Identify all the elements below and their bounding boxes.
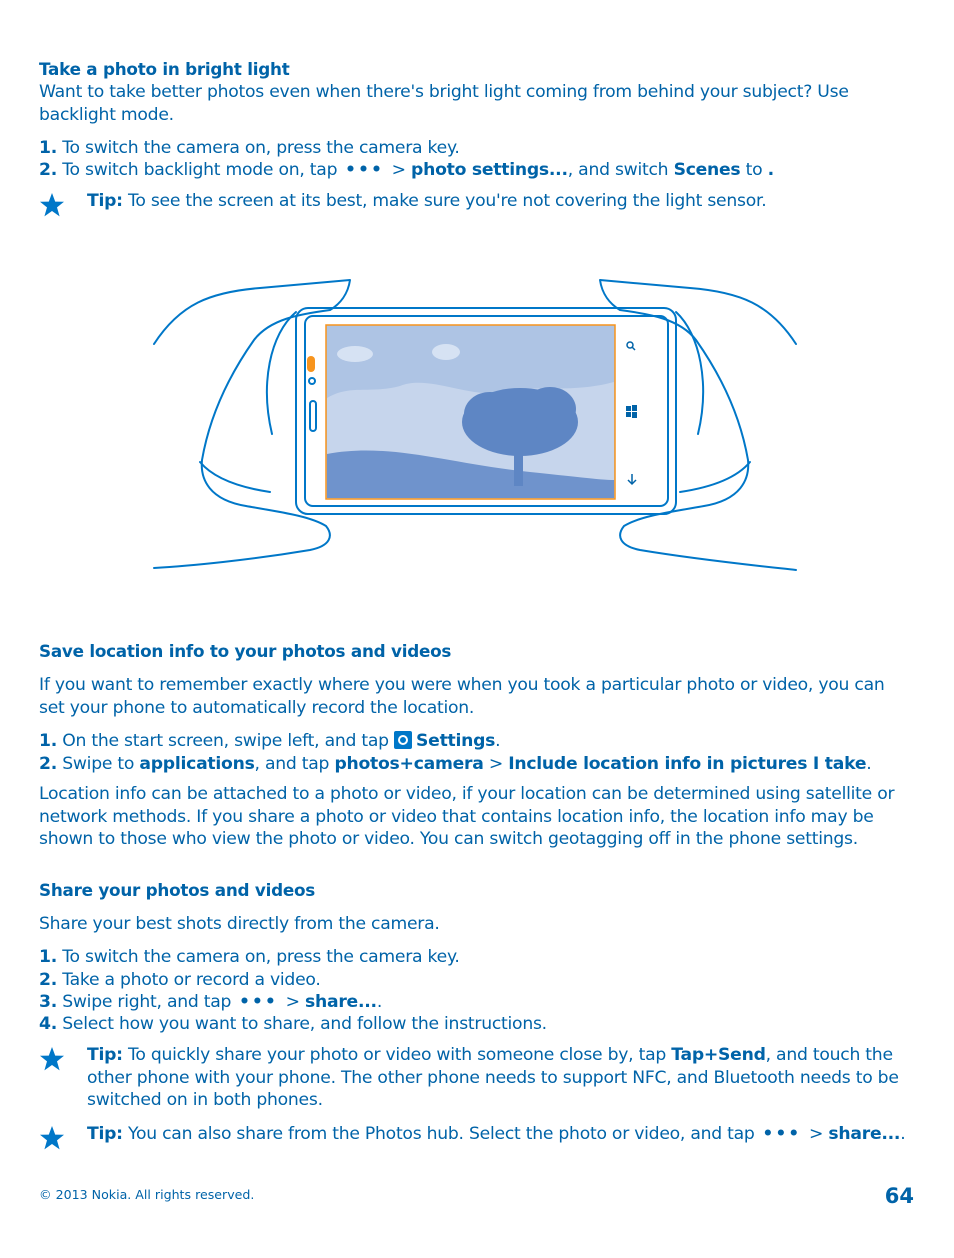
tip-text: To see the screen at its best, make sure you're not covering the light sensor. (128, 191, 767, 211)
step-text: , and tap (254, 754, 330, 774)
settings-icon (394, 731, 412, 749)
step-number: 4. (39, 1014, 57, 1034)
intro-share-photos: Share your best shots directly from the camera. (39, 914, 440, 934)
settings-label: Settings (416, 731, 496, 751)
more-icon: ••• (344, 160, 384, 180)
step-2 (39, 969, 915, 992)
step-text: To switch the camera on, press the camera key. (62, 138, 460, 158)
heading-bright-light: Take a photo in bright light (39, 59, 290, 79)
step-text: Swipe to (62, 754, 135, 774)
intro-location-info: If you want to remember exactly where you were when you took a particular photo or video, you can set your phone to automatically record the location. (39, 675, 885, 718)
tip-label: Tip: (87, 191, 123, 211)
page-number: 64 (884, 1184, 914, 1208)
step-number: 1. (39, 731, 57, 751)
step-number: 2. (39, 160, 57, 180)
step-text: Select how you want to share, and follow the instructions. (62, 1014, 547, 1034)
step-text: To switch backlight mode on, tap (62, 160, 338, 180)
tip-text: To quickly share your photo or video with someone close by, tap (128, 1045, 667, 1065)
step-3 (39, 991, 915, 1014)
step-end: . (376, 992, 383, 1012)
step-end: . (767, 160, 774, 180)
tip-text: You can also share from the Photos hub. Select the photo or video, and tap (128, 1124, 755, 1144)
step-4 (39, 1013, 915, 1036)
heading-location-info: Save location info to your photos and videos (39, 641, 452, 661)
step-text: Take a photo or record a video. (62, 970, 321, 990)
star-icon (39, 1046, 65, 1072)
tip-light-sensor (87, 190, 915, 213)
step-number: 2. (39, 754, 57, 774)
tip-end: . (900, 1124, 906, 1144)
step-text: On the start screen, swipe left, and tap (62, 731, 389, 751)
intro-bright-light: Want to take better photos even when there's bright light coming from behind your subject? Use backlight mode. (39, 82, 849, 125)
scenes-label: Scenes (673, 160, 741, 180)
step-number: 1. (39, 138, 57, 158)
step-text: To switch the camera on, press the camera key. (62, 947, 460, 967)
more-icon: ••• (238, 992, 278, 1012)
step-end: . (495, 731, 501, 751)
tap-send-label: Tap+Send (671, 1045, 766, 1065)
step-2 (39, 159, 915, 182)
separator: > (285, 992, 300, 1012)
menu-share: share... (828, 1124, 901, 1144)
step-1 (39, 730, 915, 753)
step-text: to (745, 160, 763, 180)
step-2 (39, 753, 915, 776)
photos-camera-label: photos+camera (334, 754, 484, 774)
copyright: © 2013 Nokia. All rights reserved. (39, 1187, 255, 1202)
tip-photos-hub (87, 1123, 915, 1146)
step-number: 1. (39, 947, 57, 967)
separator: > (488, 754, 503, 774)
include-location-label: Include location info in pictures I take (508, 754, 867, 774)
tip-label: Tip: (87, 1045, 123, 1065)
step-number: 2. (39, 970, 57, 990)
separator: > (391, 160, 406, 180)
menu-photo-settings: photo settings... (411, 160, 568, 180)
phone-hands-illustration (150, 274, 810, 574)
step-text: Swipe right, and tap (62, 992, 232, 1012)
tip-text: , and touch the other phone with your phone. The other phone needs to support NFC, and Bluetooth needs to be switched on in both phones. (87, 1045, 899, 1110)
star-icon (39, 192, 65, 218)
step-1 (39, 946, 915, 969)
heading-share-photos: Share your photos and videos (39, 880, 315, 900)
tip-label: Tip: (87, 1124, 123, 1144)
menu-share: share... (305, 992, 377, 1012)
tip-tap-send (87, 1044, 915, 1112)
step-number: 3. (39, 992, 57, 1012)
step-text: , and switch (567, 160, 669, 180)
applications-label: applications (139, 754, 255, 774)
step-1 (39, 137, 915, 160)
step-end: . (866, 754, 872, 774)
separator: > (809, 1124, 824, 1144)
star-icon (39, 1125, 65, 1151)
more-icon: ••• (762, 1124, 802, 1144)
location-info-body: Location info can be attached to a photo or video, if your location can be determined using satellite or network methods. If you share a photo or video that contains location info, the location info may be shown to those who view the photo or video. You can switch geotagging off in the phone settings. (39, 784, 895, 849)
